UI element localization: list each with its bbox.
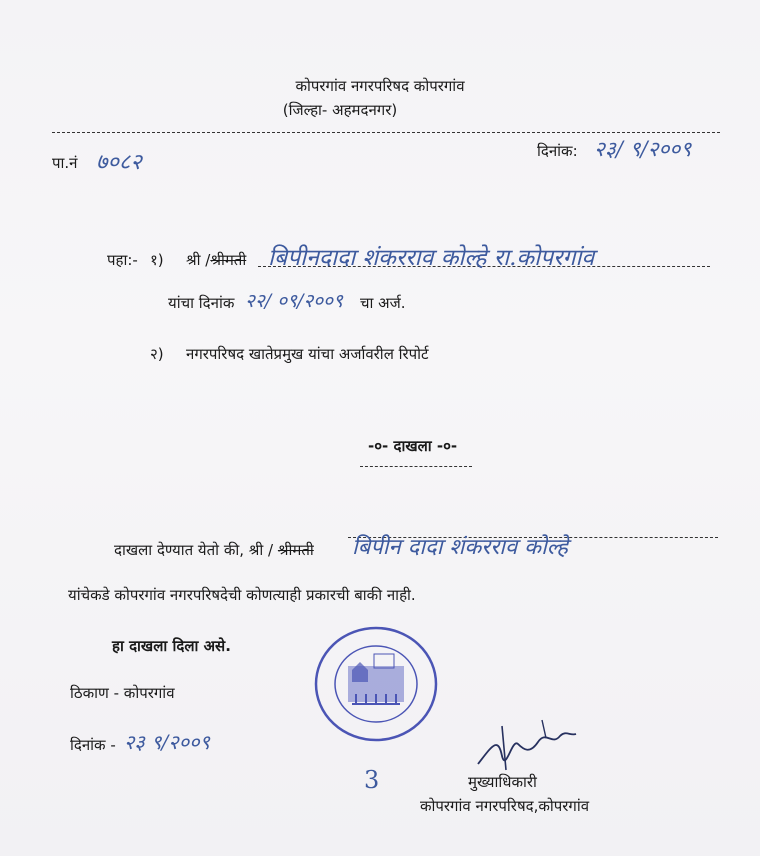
ref-label: पा.नं xyxy=(52,154,78,172)
officer-office: कोपरगांव नगरपरिषद,कोपरगांव xyxy=(420,797,590,815)
ref-item2-text: नगरपरिषद खातेप्रमुख यांचा अर्जावरील रिपोर्ट xyxy=(186,345,429,363)
initial-mark: 3 xyxy=(364,766,380,794)
application-date-prefix: यांचा दिनांक xyxy=(168,294,235,312)
application-date: २२/ ०९/२००९ xyxy=(245,290,343,312)
officer-signature xyxy=(472,716,582,776)
municipal-seal xyxy=(312,624,440,744)
certificate-line1 xyxy=(114,540,314,560)
application-date-suffix: चा अर्ज. xyxy=(360,294,406,312)
reference-label: पहा:- xyxy=(107,251,138,269)
ref-item2-number: २) xyxy=(150,345,164,363)
shrimati-struck: श्रीमती xyxy=(210,251,247,269)
certificate-name: बिपीन दादा शंकरराव कोल्हे xyxy=(352,535,568,560)
heading-underline xyxy=(360,466,472,467)
office-title: कोपरगांव नगरपरिषद कोपरगांव xyxy=(295,77,465,95)
certificate-shrimati-struck: श्रीमती xyxy=(277,541,314,559)
date-label: दिनांक: xyxy=(537,142,578,160)
ref-item1-number: १) xyxy=(150,251,164,269)
issue-date-value: २३ ९/२००९ xyxy=(124,730,210,754)
date-value: २३/ ९/२००९ xyxy=(594,137,692,161)
shri-prefix: श्री / xyxy=(186,251,211,269)
ref-number: ७०८२ xyxy=(96,150,142,175)
certificate-line2: यांचेकडे कोपरगांव नगरपरिषदेची कोणत्याही प्रकारची बाकी नाही. xyxy=(68,586,416,604)
issued-statement: हा दाखला दिला असे. xyxy=(112,637,231,655)
ref-item1-prefix xyxy=(186,250,246,270)
signature-scrawl xyxy=(472,716,582,776)
certificate-heading: -०- दाखला -०- xyxy=(368,437,458,455)
header-divider xyxy=(52,132,720,133)
applicant-name: बिपीनदादा शंकरराव कोल्हे रा.कोपरगांव xyxy=(268,245,595,271)
certificate-line1-prefix: दाखला देण्यात येतो की, श्री / xyxy=(114,541,274,559)
district-subtitle: (जिल्हा- अहमदनगर) xyxy=(282,101,398,119)
issue-date-label: दिनांक - xyxy=(70,736,116,754)
place: ठिकाण - कोपरगांव xyxy=(70,684,175,702)
seal-graphic xyxy=(312,624,440,744)
officer-title: मुख्याधिकारी xyxy=(468,773,537,791)
